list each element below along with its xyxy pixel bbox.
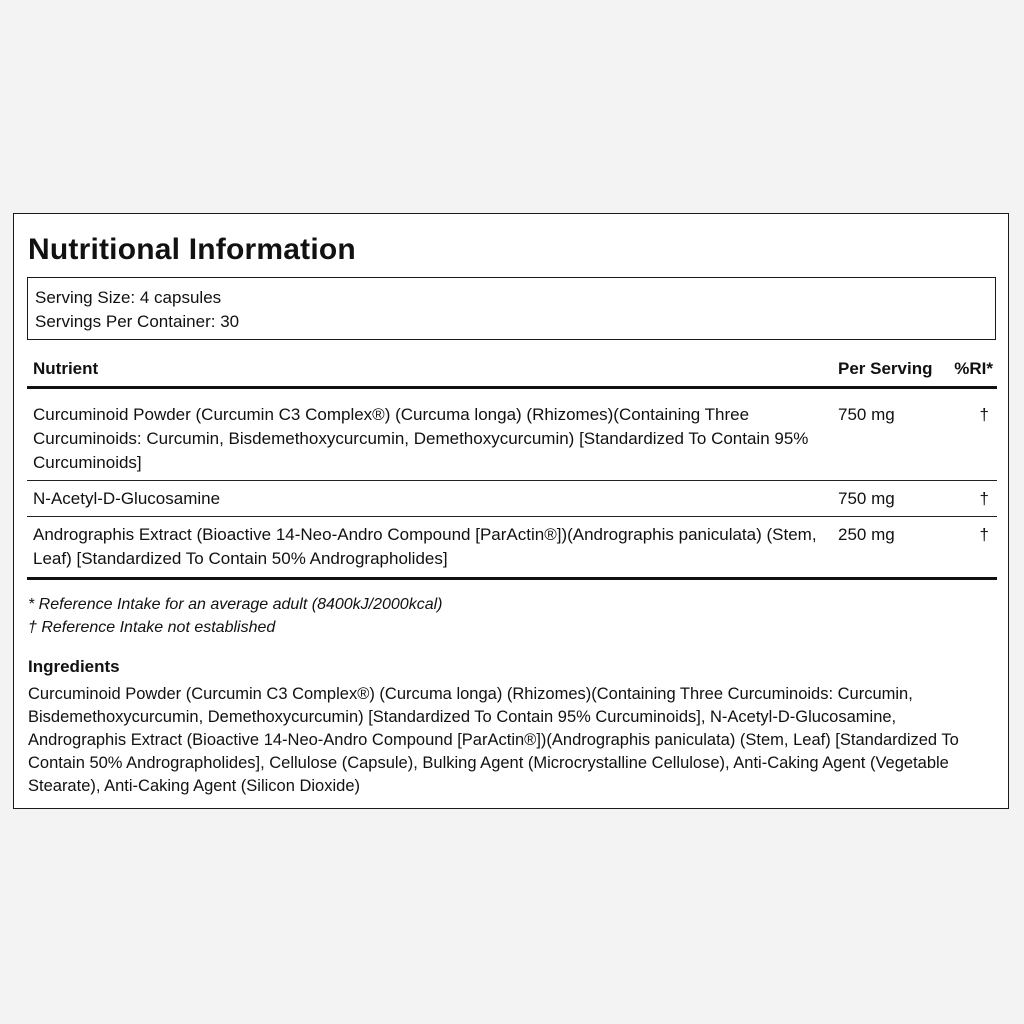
table-header [27, 352, 997, 389]
table-row [27, 517, 997, 580]
ri-value: † [979, 489, 989, 508]
per-serving-value: 750 mg [838, 489, 895, 508]
header-nutrient: Nutrient [33, 359, 99, 378]
header-ri: %RI* [954, 359, 993, 378]
nutrient-name: Curcuminoid Powder (Curcumin C3 Complex®) (Curcuma longa) (Rhizomes)(Containing Three Curcuminoids: Curcumin, Bisdemethoxycurcumin, Demethoxycurcumin) [Standardized To Contain 95% Curcuminoids] [33, 405, 809, 472]
serving-info-box [27, 277, 996, 340]
ri-value: † [979, 405, 989, 424]
panel-title: Nutritional Information [28, 233, 356, 266]
nutrient-name: Andrographis Extract (Bioactive 14-Neo-Andro Compound [ParActin®])(Andrographis paniculata) (Stem, Leaf) [Standardized To Contain 50% Andrographolides] [33, 525, 817, 568]
footnotes [28, 593, 442, 639]
nutrient-name: N-Acetyl-D-Glucosamine [33, 489, 221, 508]
nutrient-table [27, 352, 997, 580]
table-row [27, 389, 997, 481]
table-row [27, 481, 997, 517]
header-per-serving: Per Serving [838, 359, 933, 378]
ingredients-text: Curcuminoid Powder (Curcumin C3 Complex®) (Curcuma longa) (Rhizomes)(Containing Three Curcuminoids: Curcumin, Bisdemethoxycurcumin, Demethoxycurcumin) [Standardized To Contain 95% Curcuminoids], N-Acetyl-D-Glucosamine, Andrographis Extract (Bioactive 14-Neo-Andro Compound [ParActin®])(Andrographis paniculata) (Stem, Leaf) [Standardized To Contain 50% Andrographolides], Cellulose (Capsule), Bulking Agent (Microcrystalline Cellulose), Anti-Caking Agent (Vegetable Stearate), Anti-Caking Agent (Silicon Dioxide) [28, 685, 959, 795]
serving-size: Serving Size: 4 capsules [35, 288, 222, 307]
footnote-not-established: † Reference Intake not established [28, 619, 276, 636]
nutrition-panel [13, 213, 1009, 809]
per-serving-value: 750 mg [838, 405, 895, 424]
ingredients-heading: Ingredients [28, 657, 120, 676]
per-serving-value: 250 mg [838, 525, 895, 544]
ri-value: † [979, 525, 989, 544]
servings-per-container: Servings Per Container: 30 [35, 312, 240, 331]
footnote-reference-intake: * Reference Intake for an average adult (8400kJ/2000kcal) [28, 596, 443, 613]
